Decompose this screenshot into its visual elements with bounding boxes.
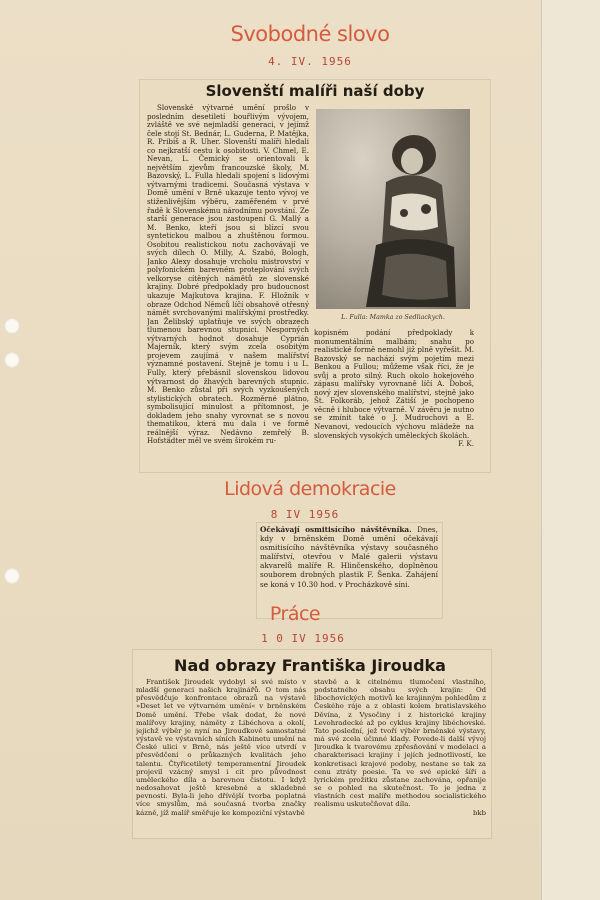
- punch-hole: [4, 318, 20, 334]
- article-column-left: [147, 104, 309, 468]
- article-column-right: [314, 329, 474, 469]
- masthead-prace: Práce: [269, 603, 321, 625]
- news-brief: [260, 525, 438, 589]
- author-signature: F. K.: [458, 439, 474, 449]
- article-text: František Jiroudek vydobyl si své místo v mladší generaci našich krajinářů. O tom nás přesvědčuje konfrontace obrazů na výstavě »Deset let ve výtvarném umění« v brněnském Domě umění. Třebe však dodat, že nové malířovy krajiny, náměty z Libéchova a okolí, jejichž výběr je nyní na Jiroudkově samostatné výstavě ve výstavních síních Kabinetu umění na České ulici v Brně, nás ještě více utvrdí v přesvědčení o průkazných kvalitách jeho talentu. Čtyřicetiletý temperamentní Jiroudek projevil vzácný smysl i cit pro původnost uměleckého díla a barevnou čistotu. I když nedosahovat ještě kresebné a skladebné pevnosti. Byla-li jeho dřívější tvorba poplatná více smyslům, má současná tvorba značky kázně, jíž malíř směřuje ke kompoziční výstavbě: [136, 678, 306, 817]
- photo-caption: L. Fulla: Mamka zo Sedliackych.: [341, 314, 445, 321]
- date-stamp: 1 0 IV 1956: [261, 632, 345, 645]
- article-text: Slovenské výtvarné umění prošlo v posledním desetiletí bouřlivým vývojem, zvláště ve své nejmladší generaci, v jejímž čele stojí St. Bednár, L. Guderna, P. Matějka, R. Pribiš a R. Uher. Slovenští malíři hledali co nejkratší cestu k osobitosti. V. Chmel, E. Nevan, L. Čemický se orientovali k největším zjevům francouzské školy, M. Bazovský, L. Fulla hledali spojení s lidovými výtvarnými tradicemi. Současná výstava v Domě umění v Brně ukazuje tento vývoj ve stiženlivějším výběru, zaměřeném v prvé řadě k Slovenskému národnímu povstání. Ze starší generace jsou zastoupeni G. Mallý a M. Benko, kteří jsou si blízcí svou syntetickou malbou a zhuštěnou formou. Osobitou realistickou notu zachovávají ve svých dílech O. Milly, A. Szabó, Bologh, Janko Alexy dosahuje vrcholu mistrovství v polyfonickém barevném proteplování svých velkoryse cítěných námětů ze slovenské krajiny. Dobré předpoklady pro budoucnost ukazuje Majkutova krajina. F. Hložník v obraze Odchod Němců líčí obsahově otřesný námět svrchovanými malířskými prostředky. Jan Želibský uplatňuje ve svých obrazech tlumenou barevnou stupnici. Nesporných výtvarných hodnot dosahuje Cyprián Majerník, který svým zcela osobitým projevem zaujímá v našem malířství významné postavení. Stejně je tomu i u L. Fully, který přebásnil slovenskou lidovou výtvarnost do žhavých barevných stupnic. M. Benko zůstal při svých vyzkoušených stylistických obratech. Rozměrné plátno, symbolisující minulost a přítomnost, je dokladem jeho snahy vyrovnat se s novou thematikou, která mu dala i ve formě reálnější výraz. Nedávno zemřelý B. Hofstädter měl ve svém širokém ru-: [147, 104, 309, 446]
- article-text: stavbě a k citelnému tlumočení vlastního, podstatného obsahu svých krajin: Od libochovických motivů ke krajinným pohledům z Českého ráje a z oblasti kolem bratislavského Děvína, z Vysočiny i z historické krajiny Levohradecké až po cyklus krajiny libéchovské. Tato poslední, jež tvoří výběr brněnské výstavy, má své zcela účinné klady. Povede-li další vývoj Jiroudka k tvarovému zpřesňování v modelaci a charakterisaci krajiny i jejích jednotlivostí, ke konkretisaci krajové podoby, nestane se tak za cenu ztráty poesie. Ta ve své epické šíři a lyrickém prožitku zůstane zachována, opřanije se o pohled na skutečnost. To je jedna z vlastních cest malíře methodou socialistického realismu uskutečňovat díla.: [314, 678, 486, 809]
- punch-hole: [4, 568, 20, 584]
- article-text: kopisném podání předpoklady k monumentálním malbám; snahu po realistické formě nemohl již plně vyřešit. M. Bazovský se nachází svým pojetím mezi Benkou a Fullou; můžeme však říci, že je svůj a proto silný. Ruch okolo hokejového zápasu malířsky vyrovnaně líčí A. Doboš, nový zjev slovenského malířství, stejně jako Št. Folkoráb, jehož Zátiší je pochopeno věcně i hluboce výtvarně. V závěru je nutno se zmínit také o J. Mudrochovi a E. Nevanovi, vedoucích výchovu mládeže na slovenských vysokých uměleckých školách.: [314, 329, 474, 440]
- article-column-right: [314, 678, 486, 836]
- painting-photo: [316, 109, 470, 309]
- author-signature: bkb: [473, 808, 486, 817]
- article-column-left: [136, 678, 306, 836]
- page-edge-strip: [541, 0, 600, 900]
- news-brief-lead: Očekávají osmitisícího návštěvníka.: [260, 525, 412, 534]
- punch-hole: [4, 352, 20, 368]
- seated-woman-figure: [356, 127, 456, 307]
- article-headline: Nad obrazy Františka Jiroudka: [174, 656, 446, 675]
- date-stamp: 8 IV 1956: [270, 508, 340, 521]
- news-brief-body: Dnes, kdy v brněnském Domě umění očekávají osmitisícího návštěvníka výstavy současného malířství, otevřou v Malé galerii výstavu akvarelů malíře R. Hlinčenského, doplněnou souborem drobných plastik F. Šenka. Zahájení se koná v 10.30 hod. v Procházkově síni.: [260, 525, 438, 589]
- masthead-lidova-demokracie: Lidová demokracie: [224, 478, 396, 500]
- article-headline: Slovenští malíři naší doby: [205, 82, 425, 100]
- date-stamp: 4. IV. 1956: [268, 55, 352, 68]
- masthead-svobodne-slovo: Svobodné slovo: [230, 22, 390, 46]
